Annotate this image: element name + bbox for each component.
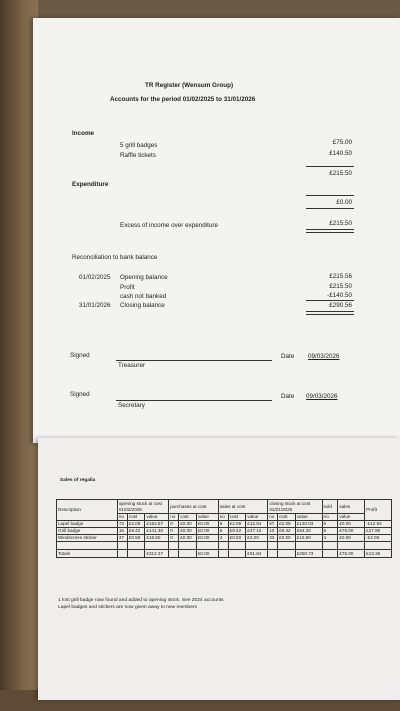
table-cell: £9.42 <box>228 528 246 535</box>
totals-profit: £13.36 <box>365 550 392 558</box>
total-double-rule <box>306 229 354 233</box>
income-heading: Income <box>72 130 95 137</box>
table-row <box>57 535 392 542</box>
table-cell: £0.00 <box>179 535 197 542</box>
total-double-rule <box>306 311 354 315</box>
table-cell: £2.09 <box>228 521 246 528</box>
table-cell: 37 <box>117 535 127 542</box>
header-description: Description <box>57 500 118 521</box>
note-line: 1 lost grill badge now found and added to opening stock. See 2024 accounts <box>58 598 224 603</box>
header-profit: Profit <box>365 500 392 521</box>
regalia-table <box>56 499 392 558</box>
table-blank-row <box>57 542 392 550</box>
sub-header-cell: value <box>338 514 365 521</box>
regalia-notes <box>58 597 224 611</box>
table-cell: £0.00 <box>179 528 197 535</box>
income-total: £215.50 <box>329 170 352 177</box>
table-cell: 5 <box>218 528 228 535</box>
table-cell: £75.00 <box>338 528 365 535</box>
subtotal-rule <box>306 195 354 196</box>
table-cell: Lapel badge <box>57 521 118 528</box>
table-cell: -£2.00 <box>365 535 392 542</box>
table-cell: £0.00 <box>196 521 218 528</box>
header-purchases: purchases at cost <box>169 500 218 514</box>
subtotal-rule <box>306 208 354 209</box>
totals-label: Totals <box>57 550 118 558</box>
table-cell: £0.50 <box>127 535 145 542</box>
totals-sales: £75.00 <box>338 550 365 558</box>
regalia-title: Sales of regalia <box>60 478 96 483</box>
table-cell: £140.03 <box>295 521 322 528</box>
table-cell: £18.50 <box>145 535 169 542</box>
signature-line <box>116 400 272 401</box>
recon-closing-amount: £290.56 <box>329 302 352 309</box>
excess-amount: £215.50 <box>329 220 352 227</box>
table-cell: £0.50 <box>278 535 296 542</box>
recon-date: 31/01/2026 <box>79 302 111 309</box>
table-cell: 0 <box>169 521 179 528</box>
table-cell: £9.42 <box>278 528 296 535</box>
sub-header-cell: value <box>145 514 169 521</box>
table-cell: 10 <box>268 528 278 535</box>
table-cell: £94.20 <box>295 528 322 535</box>
table-group-header <box>57 500 392 514</box>
date-label: Date <box>281 353 295 360</box>
totals-opening: £312.37 <box>145 550 169 558</box>
sub-header-cell: cost <box>228 514 246 521</box>
table-cell: 4 <box>218 535 228 542</box>
signed-label: Signed <box>70 352 90 359</box>
subtotal-rule <box>306 166 354 167</box>
recon-amount: -£140.50 <box>327 292 352 299</box>
signature-date: 09/03/2026 <box>308 353 340 360</box>
sub-header-cell: cost <box>278 514 296 521</box>
income-item-amount: £75.00 <box>332 139 352 146</box>
recon-amount: £215.56 <box>329 273 352 280</box>
recon-label: Opening balance <box>120 274 168 281</box>
date-label: Date <box>281 393 295 400</box>
table-cell: £16.50 <box>295 535 322 542</box>
sub-header-cell: no <box>322 514 338 521</box>
income-item-amount: £140.50 <box>329 150 352 157</box>
subtotal-rule <box>306 300 354 301</box>
table-cell: 5 <box>322 528 338 535</box>
table-cell: £0.00 <box>338 521 365 528</box>
totals-closing: £250.73 <box>295 550 322 558</box>
totals-sales-cost: £61.64 <box>246 550 268 558</box>
table-cell: 0 <box>169 535 179 542</box>
table-totals-row <box>57 550 392 558</box>
signature-line <box>116 360 272 361</box>
header-sales-cost: sales at cost <box>218 500 267 514</box>
table-cell: 6 <box>322 521 338 528</box>
sub-header-cell: no <box>218 514 228 521</box>
excess-label: Excess of income over expenditure <box>120 222 219 229</box>
table-cell: 0 <box>169 528 179 535</box>
accounts-period: Accounts for the period 01/02/2025 to 31/01/2026 <box>110 96 256 103</box>
table-cell: £9.42 <box>127 528 145 535</box>
recon-label: Profit <box>120 284 135 291</box>
recon-label: Closing balance <box>120 302 165 309</box>
table-cell: £12.54 <box>246 521 268 528</box>
sub-header-cell: value <box>246 514 268 521</box>
sub-header-cell: value <box>196 514 218 521</box>
header-sold: sold <box>322 500 338 514</box>
recon-amount: £215.50 <box>329 283 352 290</box>
table-cell: Grill badge <box>57 528 118 535</box>
income-item-label: 5 grill badges <box>120 142 158 149</box>
table-cell: 73 <box>117 521 127 528</box>
sub-header-cell: cost <box>127 514 145 521</box>
table-row <box>57 528 392 535</box>
expenditure-total: £0.00 <box>336 199 352 206</box>
header-sales: sales <box>338 500 365 514</box>
table-cell: £2.00 <box>246 535 268 542</box>
table-cell: £0.00 <box>179 521 197 528</box>
sub-header-cell: value <box>295 514 322 521</box>
table-cell: 15 <box>117 528 127 535</box>
header-opening: opening stock at cost 01/02/2025 <box>117 500 168 514</box>
signature-date: 09/03/2026 <box>306 393 338 400</box>
sub-header-cell: no <box>117 514 127 521</box>
sub-header-cell: no <box>169 514 179 521</box>
recon-date: 01/02/2025 <box>79 274 111 281</box>
table-cell: 6 <box>218 521 228 528</box>
table-cell: £2.09 <box>127 521 145 528</box>
note-line: Lapel badges and stickers are now given away to new members <box>58 605 197 610</box>
table-cell: £0.00 <box>338 535 365 542</box>
sub-header-cell: cost <box>179 514 197 521</box>
reconciliation-heading: Reconciliation to bank balance <box>72 254 158 261</box>
signatory-role: Secretary <box>118 402 145 409</box>
signatory-role: Treasurer <box>118 362 146 369</box>
table-cell: £27.90 <box>365 528 392 535</box>
income-item-label: Raffle tickets <box>120 152 156 159</box>
sub-header-cell: no <box>268 514 278 521</box>
expenditure-heading: Expenditure <box>72 181 109 188</box>
table-cell: 33 <box>268 535 278 542</box>
document-title: TR Register (Wensum Group) <box>145 82 234 89</box>
table-cell: £0.00 <box>196 535 218 542</box>
header-closing: closing stock at cost 31/01/2026 <box>268 500 322 514</box>
totals-purchases: £0.00 <box>196 550 218 558</box>
table-cell: £0.50 <box>228 535 246 542</box>
table-row <box>57 521 392 528</box>
table-cell: £152.57 <box>145 521 169 528</box>
table-cell: Windscreen sticker <box>57 535 118 542</box>
table-cell: 67 <box>268 521 278 528</box>
table-cell: £2.09 <box>278 521 296 528</box>
signed-label: Signed <box>70 391 90 398</box>
table-cell: 4 <box>322 535 338 542</box>
table-cell: £0.00 <box>196 528 218 535</box>
recon-label: cash not banked <box>120 293 167 300</box>
table-cell: -£12.54 <box>365 521 392 528</box>
table-cell: £47.10 <box>246 528 268 535</box>
table-cell: £141.30 <box>145 528 169 535</box>
